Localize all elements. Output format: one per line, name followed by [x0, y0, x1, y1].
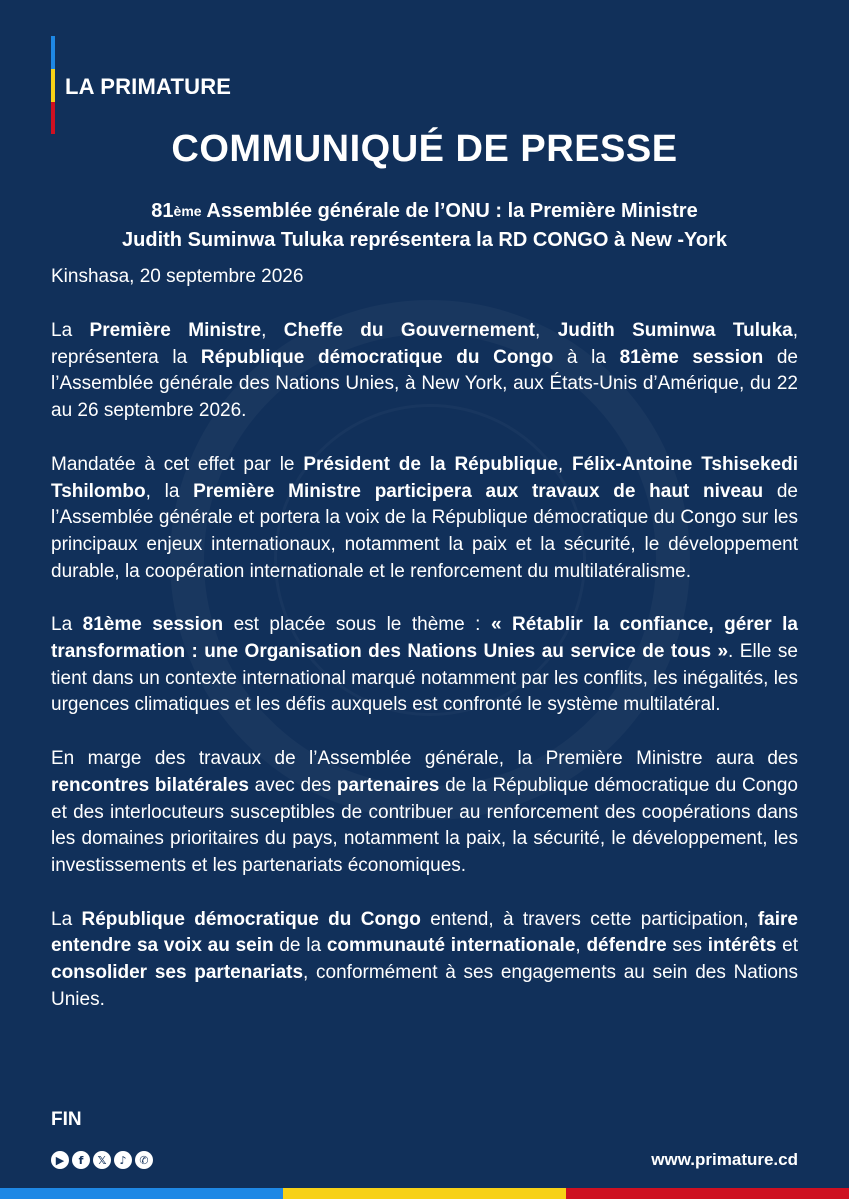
paragraph-text: , représentera la [51, 320, 798, 368]
footer-blue-segment [0, 1188, 283, 1199]
brand-header [51, 36, 301, 134]
emphasis-text: « Rétablir la confiance, gérer la transformation : une Organisation des Nations Unies au service de tous » [51, 614, 798, 663]
emphasis-text: intérêts [707, 935, 777, 957]
paragraph-text: Mandatée à cet effet par le [51, 453, 304, 475]
paragraph-text: et [776, 935, 799, 957]
subtitle-ordinal-number: 81 [151, 200, 174, 222]
subtitle [40, 197, 809, 254]
tiktok-icon[interactable]: ♪ [114, 1151, 132, 1169]
youtube-icon[interactable]: ▶ [51, 1151, 69, 1169]
footer-color-bar [0, 1188, 849, 1199]
emphasis-text: Première Ministre participera aux travaux de haut niveau [193, 480, 764, 502]
flag-yellow-segment [51, 69, 55, 102]
facebook-icon[interactable]: f [72, 1151, 90, 1169]
paragraph-text: La [51, 320, 90, 341]
paragraph-text: , la [145, 480, 194, 502]
body-paragraph [51, 746, 798, 880]
paragraph-text: de l’Assemblée générale et portera la voix de la République démocratique du Congo sur les principaux enjeux internationaux, notamment la paix et la sécurité, le développement durable, la coopération internationale et le renforcement du multilatéralisme. [51, 480, 798, 582]
emphasis-text: Président de la République [303, 453, 558, 475]
emphasis-text: Judith Suminwa Tuluka [557, 320, 793, 341]
paragraph-text: La [51, 908, 82, 930]
body-paragraph [51, 612, 798, 719]
subtitle-line-1 [40, 197, 809, 226]
emphasis-text: 81ème session [82, 614, 224, 636]
emphasis-text: Félix-Antoine Tshisekedi Tshilombo [51, 453, 798, 502]
emphasis-text: 81ème session [619, 346, 764, 368]
social-links [51, 1151, 153, 1169]
emphasis-text: faire entendre sa voix au sein [51, 908, 798, 957]
subtitle-ordinal-suffix: ème [173, 203, 202, 219]
paragraph-text: de la [273, 935, 327, 957]
whatsapp-icon[interactable]: ✆ [135, 1151, 153, 1169]
paragraph-text: , [575, 935, 587, 957]
paragraph-text: à la [553, 346, 620, 368]
paragraph-text: , [261, 320, 284, 341]
paragraph-text: de la République démocratique du Congo et des interlocuteurs susceptibles de contribuer au renforcement des coopérations dans les domaines prioritaires du pays, notamment la paix, la sécurité, le développement, les investissements et les partenariats économiques. [51, 774, 798, 876]
emphasis-text: consolider ses partenariats [51, 962, 304, 984]
paragraph-text: , conformément à ses engagements au sein des Nations Unies. [51, 962, 798, 1010]
emphasis-text: Cheffe du Gouvernement [283, 320, 536, 341]
emphasis-text: défendre [586, 935, 667, 957]
paragraph-text: ses [666, 935, 708, 957]
paragraph-text: , [557, 453, 573, 475]
paragraph-text: de l’Assemblée générale des Nations Unies, à New York, aux États-Unis d’Amérique, du 22 au 26 septembre 2026. [51, 346, 799, 422]
emphasis-text: rencontres bilatérales [51, 774, 249, 796]
flag-blue-segment [51, 36, 55, 69]
subtitle-line-1-text: Assemblée générale de l’ONU : la Première Ministre [201, 200, 698, 222]
paragraph-text: entend, à travers cette participation, [420, 908, 758, 930]
flag-color-bar [51, 36, 55, 134]
end-marker: FIN [51, 1109, 82, 1130]
emphasis-text: communauté internationale [326, 935, 576, 957]
body-text [51, 318, 798, 1040]
paragraph-text: , [535, 320, 558, 341]
emphasis-text: partenaires [336, 774, 440, 796]
x-icon[interactable]: 𝕏 [93, 1151, 111, 1169]
footer-yellow-segment [283, 1188, 566, 1199]
body-paragraph [51, 318, 798, 425]
body-paragraph [51, 452, 798, 586]
emphasis-text: Première Ministre [89, 320, 262, 341]
dateline: Kinshasa, 20 septembre 2026 [51, 266, 304, 287]
brand-name: LA PRIMATURE [65, 74, 232, 99]
paragraph-text: avec des [248, 774, 337, 796]
emphasis-text: République démocratique du Congo [81, 908, 421, 930]
emphasis-text: République démocratique du Congo [200, 346, 554, 368]
subtitle-line-2: Judith Suminwa Tuluka représentera la RD CONGO à New -York [122, 229, 727, 251]
paragraph-text: En marge des travaux de l’Assemblée générale, la Première Ministre aura des [51, 748, 798, 770]
paragraph-text: . Elle se tient dans un contexte international marqué notamment par les conflits, les inégalités, les urgences climatiques et les défis auxquels est confronté le système multilatéral. [51, 641, 798, 716]
page-title: COMMUNIQUÉ DE PRESSE [171, 128, 678, 170]
footer-red-segment [566, 1188, 849, 1199]
body-paragraph [51, 907, 798, 1014]
paragraph-text: est placée sous le thème : [223, 614, 491, 636]
website-link[interactable]: www.primature.cd [651, 1150, 798, 1169]
paragraph-text: La [51, 614, 83, 636]
